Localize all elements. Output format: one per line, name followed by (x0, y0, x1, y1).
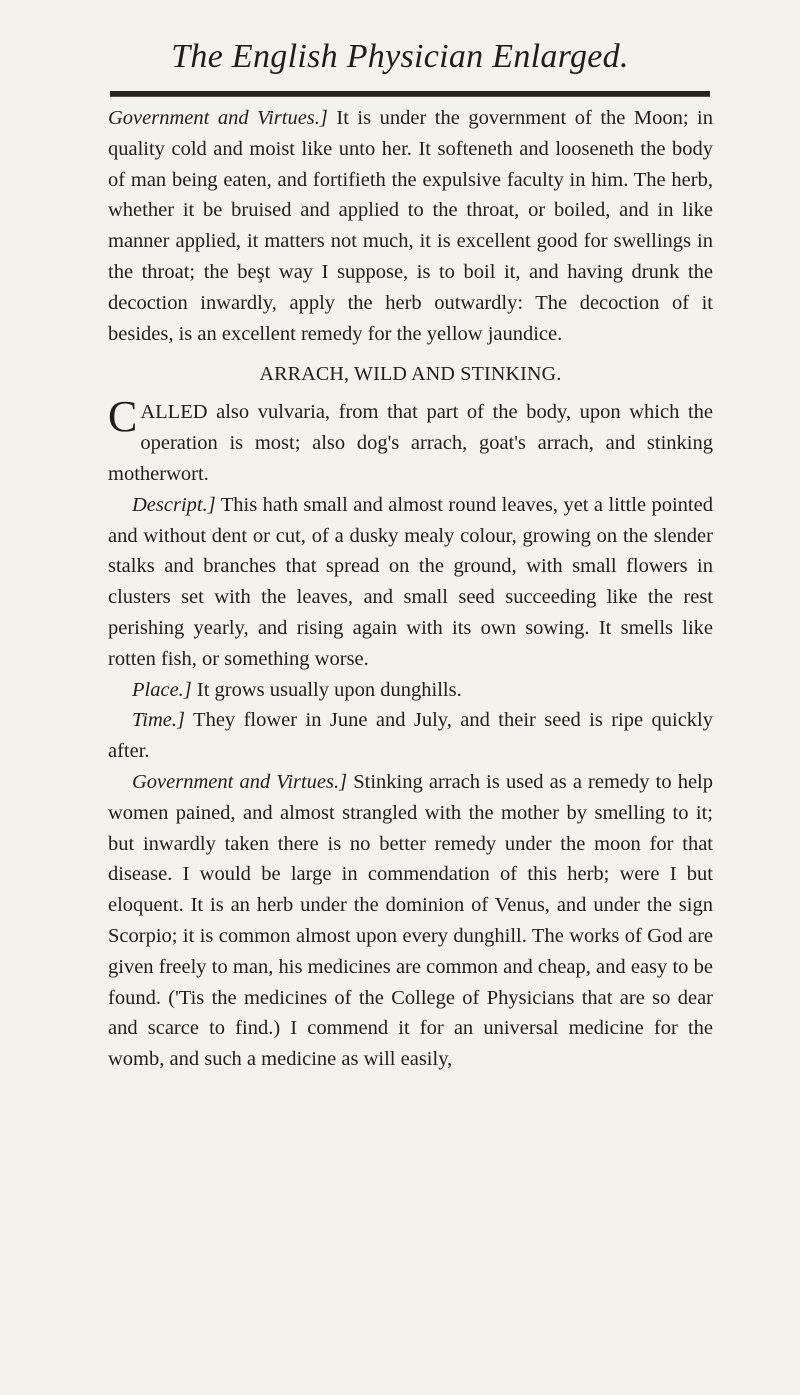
arrach-government-paragraph (108, 767, 713, 1075)
descript-paragraph (108, 490, 713, 675)
place-paragraph (108, 675, 713, 706)
time-text: They flower in June and July, and their seed is ripe quickly after. (108, 709, 713, 763)
section-title-arrach: ARRACH, WILD AND STINKING. (259, 363, 562, 386)
place-text: It grows usually upon dunghills. (196, 678, 462, 701)
arrach-intro-text: ALLED also vulvaria, from that part of the body, upon which the operation is most; also dog's arrach, goat's arrach, and stinking motherwort. (108, 401, 713, 485)
government-virtues-text: It is under the government of the Moon; in quality cold and moist like unto her. It softeneth and looseneth the body of man being eaten, and fortifieth the expulsive faculty in him. The herb, whether it be bruised and applied to the throat, or boiled, and in like manner applied, it matters not much, it is excellent good for swellings in the throat; the beşt way I suppose, is to boil it, and having drunk the decoction inwardly, apply the herb outwardly: The decoction of it besides, is an excellent remedy for the yellow jaundice. (108, 107, 714, 345)
arrach-intro-paragraph (108, 392, 713, 489)
time-paragraph (108, 705, 713, 767)
running-head-title: The English Physician Enlarged. (171, 38, 629, 75)
time-label: Time.] (132, 709, 185, 732)
page-text (108, 103, 713, 1075)
descript-label: Descript.] (132, 493, 216, 516)
descript-text: This hath small and almost round leaves, yet a little pointed and without dent or cut, of a dusky mealy colour, growing on the slender stalks and branches that spread on the ground, with small flowers in clusters set with the leaves, and small seed succeeding like the rest perishing yearly, and rising again with its own sowing. It smells like rotten fish, or something worse. (108, 493, 713, 670)
paragraph-government-virtues-moon (108, 103, 713, 349)
dropcap-c: C (108, 392, 138, 442)
government-virtues-label: Government and Virtues.] (108, 107, 328, 129)
place-label: Place.] (132, 678, 192, 701)
arrach-government-text: Stinking arrach is used as a remedy to help women pained, and almost strangled with the mother by smelling to it; but inwardly taken there is no better remedy under the moon for that disease. I would be large in commendation of this herb; were I but eloquent. It is an herb under the dominion of Venus, and under the sign Scorpio; it is common almost upon every dunghill. The works of God are given freely to man, his medicines are common and cheap, and easy to be found. ('Tis the medicines of the College of Physicians that are so dear and scarce to find.) I commend it for an universal medicine for the womb, and such a medicine as will easily, (108, 770, 714, 1071)
arrach-government-label: Government and Virtues.] (132, 770, 348, 793)
header-rule (110, 91, 710, 97)
